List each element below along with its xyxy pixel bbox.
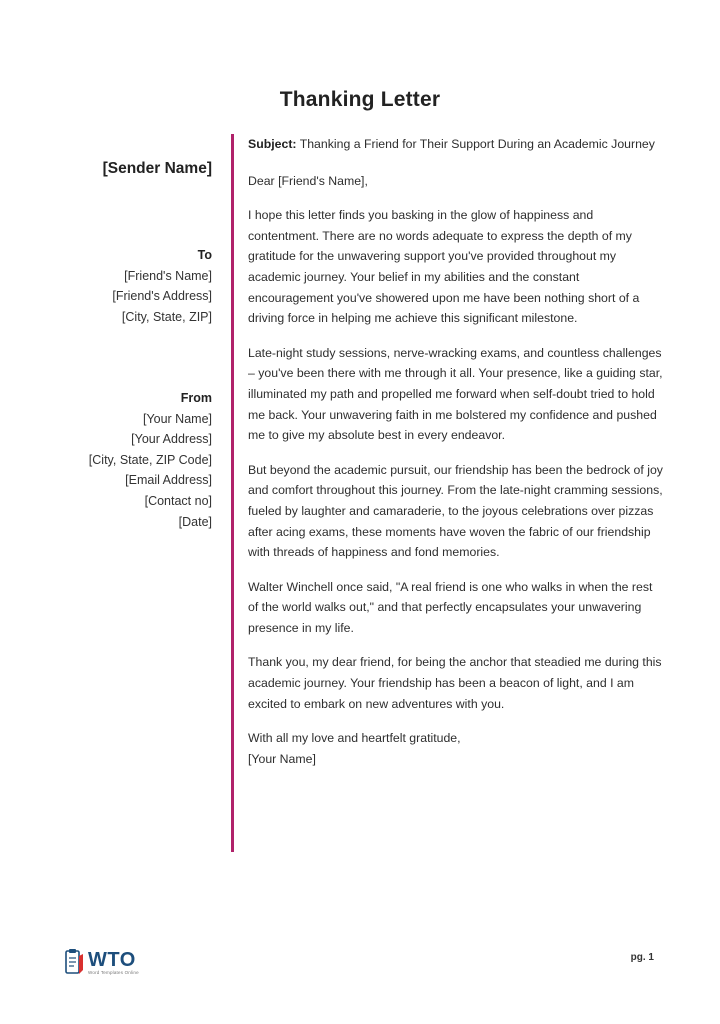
to-line: [Friend's Name]: [124, 268, 212, 283]
subject-line: [248, 134, 663, 155]
wto-logo: [64, 948, 139, 978]
from-line: [Your Name]: [142, 411, 212, 426]
from-line: [Email Address]: [125, 473, 212, 488]
accent-divider: [231, 134, 234, 852]
sender-block: [89, 388, 212, 532]
signature: [Your Name]: [248, 751, 316, 766]
to-heading: To: [197, 248, 212, 262]
body-paragraph: Walter Winchell once said, "A real friend is one who walks in when the rest of the world walks out," and that perfectly encapsulates your unwavering presence in my life.: [248, 579, 653, 635]
logo-subtext: Word Templates Online: [88, 970, 139, 975]
body-paragraph: Late-night study sessions, nerve-wracking exams, and countless challenges – you've been there with me through it all. Your presence, like a guiding star, illuminated my path and propelled me forward when self-doubt tried to hold me back. Your unwavering faith in me bolstered my confidence and pushed me to give my absolute best in every endeavor.: [248, 345, 663, 443]
closing-line: With all my love and heartfelt gratitude,: [248, 731, 461, 746]
from-line: [Contact no]: [144, 493, 212, 508]
sender-name: [Sender Name]: [102, 160, 212, 177]
body-paragraph: I hope this letter finds you basking in the glow of happiness and contentment. There are no words adequate to express the depth of my gratitude for the unwavering support you've provided throughout my academic journey. Your belief in my abilities and the constant encouragement you've showered upon me have been nothing short of a driving force in helping me achieve this significant milestone.: [248, 208, 640, 326]
from-line: [City, State, ZIP Code]: [88, 452, 212, 467]
logo-text: WTO: [88, 949, 136, 971]
letter-title: Thanking Letter: [279, 88, 441, 111]
to-line: [City, State, ZIP]: [121, 309, 212, 324]
subject-text: Thanking a Friend for Their Support During an Academic Journey: [296, 137, 655, 151]
recipient-block: [112, 245, 212, 327]
letter-body: [248, 134, 663, 769]
salutation: Dear [Friend's Name],: [248, 173, 368, 188]
from-line: [Your Address]: [131, 432, 212, 447]
body-paragraph: Thank you, my dear friend, for being the anchor that steadied me during this academic journey. Your friendship has been a beacon of light, and I am excited to embark on new adventures with you.: [248, 655, 662, 711]
document-logo-icon: [64, 948, 86, 978]
to-line: [Friend's Address]: [112, 289, 212, 304]
subject-label: Subject:: [248, 137, 297, 151]
from-line: [Date]: [178, 514, 212, 529]
page-number: pg. 1: [630, 952, 654, 963]
body-paragraph: But beyond the academic pursuit, our friendship has been the bedrock of joy and comfort throughout this journey. From the late-night cramming sessions, fueled by laughter and camaraderie, to the joyous celebrations over pizzas after acing exams, these moments have woven the fabric of our friendship with threads of happiness and fond memories.: [248, 462, 663, 560]
from-heading: From: [180, 391, 212, 405]
